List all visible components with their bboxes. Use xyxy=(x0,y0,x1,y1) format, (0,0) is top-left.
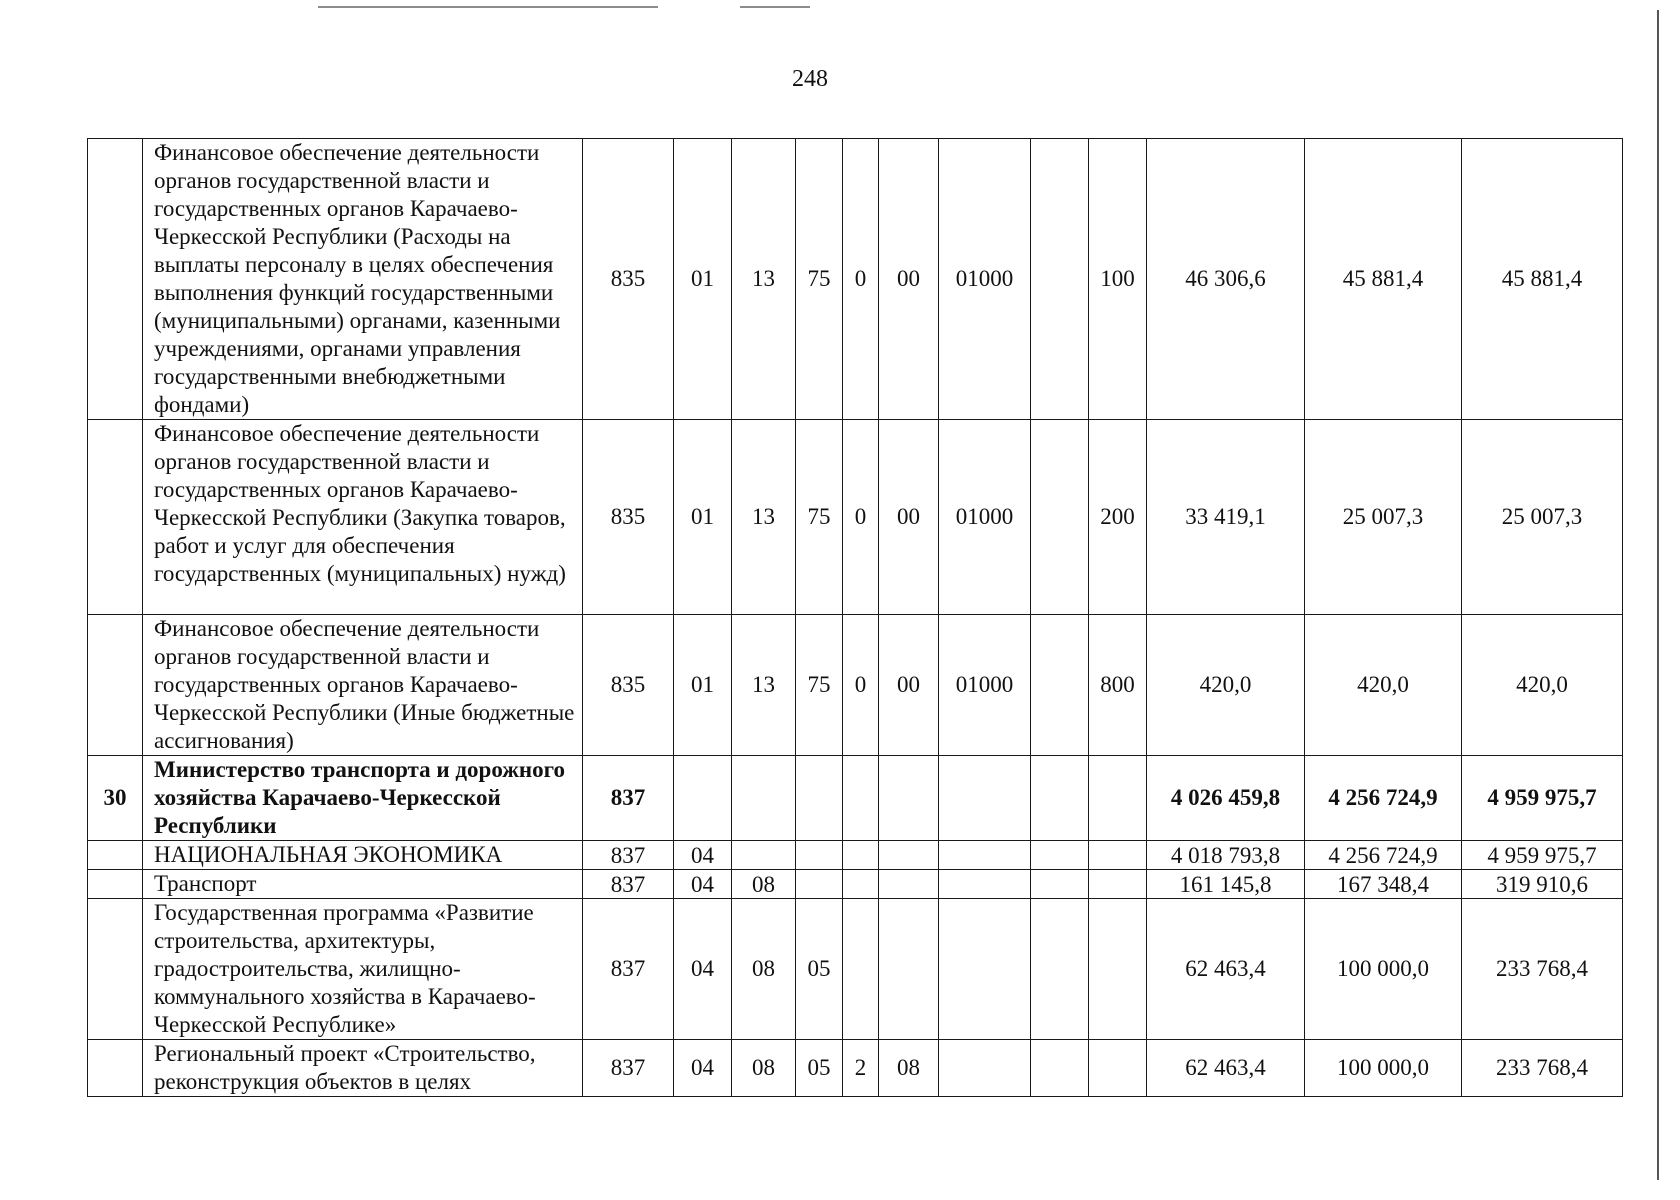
budget-table xyxy=(87,138,1623,1097)
empty-code-cell xyxy=(1031,615,1089,756)
event-code-cell xyxy=(879,870,939,899)
empty-code-cell xyxy=(1031,139,1089,420)
direction-code-cell: 01000 xyxy=(939,420,1031,615)
empty-code-cell xyxy=(1031,420,1089,615)
row-name-cell: Государственная программа «Развитие строительства, архитектуры, градостроительства, жилищно-коммунального хозяйства в Карачаево-Черкесской Республике» xyxy=(143,899,583,1040)
subsection-code-cell: 13 xyxy=(732,615,796,756)
amount-year3-cell: 45 881,4 xyxy=(1462,139,1623,420)
empty-code-cell xyxy=(1031,756,1089,841)
row-name-cell: НАЦИОНАЛЬНАЯ ЭКОНОМИКА xyxy=(143,841,583,870)
amount-year2-cell: 45 881,4 xyxy=(1305,139,1462,420)
amount-year2-cell: 4 256 724,9 xyxy=(1305,841,1462,870)
subsection-code-cell xyxy=(732,841,796,870)
ministry-code-cell: 835 xyxy=(583,615,674,756)
amount-year2-cell: 420,0 xyxy=(1305,615,1462,756)
empty-code-cell xyxy=(1031,1040,1089,1097)
right-margin-rule xyxy=(1657,10,1659,1180)
program-code-cell: 75 xyxy=(796,615,843,756)
direction-code-cell xyxy=(939,841,1031,870)
ministry-code-cell: 835 xyxy=(583,139,674,420)
amount-year1-cell: 4 018 793,8 xyxy=(1147,841,1305,870)
amount-year3-cell: 4 959 975,7 xyxy=(1462,841,1623,870)
row-number-cell xyxy=(88,899,143,1040)
row-number-cell xyxy=(88,420,143,615)
table-row xyxy=(88,1040,1623,1097)
table-row xyxy=(88,899,1623,1040)
top-scan-rule xyxy=(318,6,658,8)
subsection-code-cell: 13 xyxy=(732,420,796,615)
section-code-cell xyxy=(674,756,732,841)
amount-year3-cell: 4 959 975,7 xyxy=(1462,756,1623,841)
program-code-cell: 75 xyxy=(796,420,843,615)
row-number-cell: 30 xyxy=(88,756,143,841)
direction-code-cell: 01000 xyxy=(939,615,1031,756)
table-row xyxy=(88,841,1623,870)
expense-type-cell: 800 xyxy=(1089,615,1147,756)
expense-type-cell: 100 xyxy=(1089,139,1147,420)
amount-year2-cell: 100 000,0 xyxy=(1305,899,1462,1040)
amount-year2-cell: 25 007,3 xyxy=(1305,420,1462,615)
section-code-cell: 01 xyxy=(674,420,732,615)
event-code-cell: 08 xyxy=(879,1040,939,1097)
amount-year1-cell: 33 419,1 xyxy=(1147,420,1305,615)
row-number-cell xyxy=(88,841,143,870)
section-code-cell: 01 xyxy=(674,139,732,420)
amount-year2-cell: 100 000,0 xyxy=(1305,1040,1462,1097)
expense-type-cell xyxy=(1089,841,1147,870)
subsection-code-cell: 08 xyxy=(732,870,796,899)
amount-year3-cell: 233 768,4 xyxy=(1462,1040,1623,1097)
event-code-cell xyxy=(879,841,939,870)
top-scan-rule xyxy=(740,6,810,8)
subsection-code-cell: 08 xyxy=(732,899,796,1040)
amount-year3-cell: 25 007,3 xyxy=(1462,420,1623,615)
table-row xyxy=(88,420,1623,615)
row-number-cell xyxy=(88,870,143,899)
amount-year2-cell: 4 256 724,9 xyxy=(1305,756,1462,841)
direction-code-cell xyxy=(939,870,1031,899)
amount-year3-cell: 420,0 xyxy=(1462,615,1623,756)
subprogram-code-cell xyxy=(843,841,879,870)
direction-code-cell xyxy=(939,1040,1031,1097)
program-code-cell: 05 xyxy=(796,1040,843,1097)
section-code-cell: 04 xyxy=(674,841,732,870)
subprogram-code-cell: 0 xyxy=(843,420,879,615)
program-code-cell xyxy=(796,870,843,899)
row-name-cell: Финансовое обеспечение деятельности органов государственной власти и государственных органов Карачаево-Черкесской Республики (Закупка товаров, работ и услуг для обеспечения государственных (муниципальных) нужд) xyxy=(143,420,583,615)
event-code-cell xyxy=(879,756,939,841)
subprogram-code-cell xyxy=(843,870,879,899)
event-code-cell: 00 xyxy=(879,139,939,420)
row-name-cell: Финансовое обеспечение деятельности органов государственной власти и государственных органов Карачаево-Черкесской Республики (Расходы на выплаты персоналу в целях обеспечения выполнения функций государственными (муниципальными) органами, казенными учреждениями, органами управления государственными внебюджетными фондами) xyxy=(143,139,583,420)
program-code-cell xyxy=(796,841,843,870)
amount-year1-cell: 46 306,6 xyxy=(1147,139,1305,420)
amount-year1-cell: 62 463,4 xyxy=(1147,899,1305,1040)
subprogram-code-cell: 0 xyxy=(843,139,879,420)
table-row xyxy=(88,615,1623,756)
subprogram-code-cell: 2 xyxy=(843,1040,879,1097)
ministry-code-cell: 835 xyxy=(583,420,674,615)
ministry-code-cell: 837 xyxy=(583,899,674,1040)
program-code-cell xyxy=(796,756,843,841)
row-number-cell xyxy=(88,139,143,420)
expense-type-cell xyxy=(1089,756,1147,841)
subsection-code-cell xyxy=(732,756,796,841)
ministry-code-cell: 837 xyxy=(583,841,674,870)
expense-type-cell xyxy=(1089,899,1147,1040)
row-number-cell xyxy=(88,1040,143,1097)
program-code-cell: 75 xyxy=(796,139,843,420)
subprogram-code-cell xyxy=(843,756,879,841)
program-code-cell: 05 xyxy=(796,899,843,1040)
direction-code-cell: 01000 xyxy=(939,139,1031,420)
row-name-cell: Министерство транспорта и дорожного хозяйства Карачаево-Черкесской Республики xyxy=(143,756,583,841)
event-code-cell: 00 xyxy=(879,420,939,615)
section-code-cell: 04 xyxy=(674,899,732,1040)
subprogram-code-cell xyxy=(843,899,879,1040)
table-row xyxy=(88,756,1623,841)
subsection-code-cell: 08 xyxy=(732,1040,796,1097)
ministry-code-cell: 837 xyxy=(583,756,674,841)
expense-type-cell xyxy=(1089,870,1147,899)
empty-code-cell xyxy=(1031,899,1089,1040)
event-code-cell xyxy=(879,899,939,1040)
section-code-cell: 04 xyxy=(674,1040,732,1097)
row-name-cell: Транспорт xyxy=(143,870,583,899)
direction-code-cell xyxy=(939,756,1031,841)
expense-type-cell xyxy=(1089,1040,1147,1097)
event-code-cell: 00 xyxy=(879,615,939,756)
ministry-code-cell: 837 xyxy=(583,1040,674,1097)
amount-year1-cell: 420,0 xyxy=(1147,615,1305,756)
table-row xyxy=(88,870,1623,899)
page-number: 248 xyxy=(792,66,828,92)
amount-year2-cell: 167 348,4 xyxy=(1305,870,1462,899)
amount-year1-cell: 161 145,8 xyxy=(1147,870,1305,899)
subsection-code-cell: 13 xyxy=(732,139,796,420)
row-name-cell: Финансовое обеспечение деятельности органов государственной власти и государственных органов Карачаево-Черкесской Республики (Иные бюджетные ассигнования) xyxy=(143,615,583,756)
amount-year3-cell: 319 910,6 xyxy=(1462,870,1623,899)
ministry-code-cell: 837 xyxy=(583,870,674,899)
expense-type-cell: 200 xyxy=(1089,420,1147,615)
empty-code-cell xyxy=(1031,870,1089,899)
row-name-cell: Региональный проект «Строительство, реконструкция объектов в целях xyxy=(143,1040,583,1097)
direction-code-cell xyxy=(939,899,1031,1040)
table-row xyxy=(88,139,1623,420)
section-code-cell: 01 xyxy=(674,615,732,756)
amount-year1-cell: 62 463,4 xyxy=(1147,1040,1305,1097)
row-number-cell xyxy=(88,615,143,756)
empty-code-cell xyxy=(1031,841,1089,870)
subprogram-code-cell: 0 xyxy=(843,615,879,756)
amount-year1-cell: 4 026 459,8 xyxy=(1147,756,1305,841)
amount-year3-cell: 233 768,4 xyxy=(1462,899,1623,1040)
section-code-cell: 04 xyxy=(674,870,732,899)
